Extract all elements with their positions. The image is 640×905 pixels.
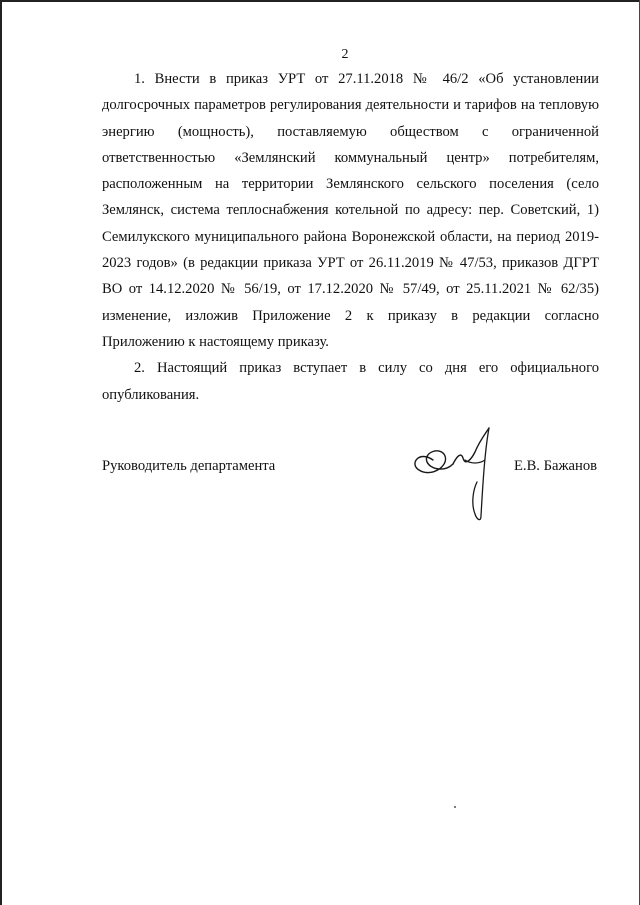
signer-name: Е.В. Бажанов xyxy=(514,458,598,474)
signer-position: Руководитель департамента xyxy=(102,458,276,474)
handwritten-signature xyxy=(405,420,515,530)
scan-border-left xyxy=(0,0,2,905)
paragraph-1: 1. Внести в приказ УРТ от 27.11.2018 № 46/2 «Об установлении долгосрочных параметров регулирования деятельности и тарифов на тепловую энергию (мощность), поставляемую обществом с ограниченной ответственностью «Землянский коммунальный центр» потребителям, расположенным на территории Землянского сельского поселения (село Землянск, система теплоснабжения котельной по адресу: пер. Советский, 1) Семилукского муниципального района Воронежской области, на период 2019-2023 годов» (в редакции приказа УРТ от 26.11.2019 № 47/53, приказов ДГРТ ВО от 14.12.2020 № 56/19, от 17.12.2020 № 57/49, от 25.11.2021 № 62/35) изменение, изложив Приложение 2 к приказу в редакции согласно Приложению к настоящему приказу. xyxy=(102,71,599,350)
paragraph-2: 2. Настоящий приказ вступает в силу со дня его официального опубликования. xyxy=(102,360,599,403)
scan-border-top xyxy=(0,0,640,2)
document-body xyxy=(102,66,599,408)
page-number: 2 xyxy=(341,47,349,62)
scan-speck xyxy=(454,806,456,808)
